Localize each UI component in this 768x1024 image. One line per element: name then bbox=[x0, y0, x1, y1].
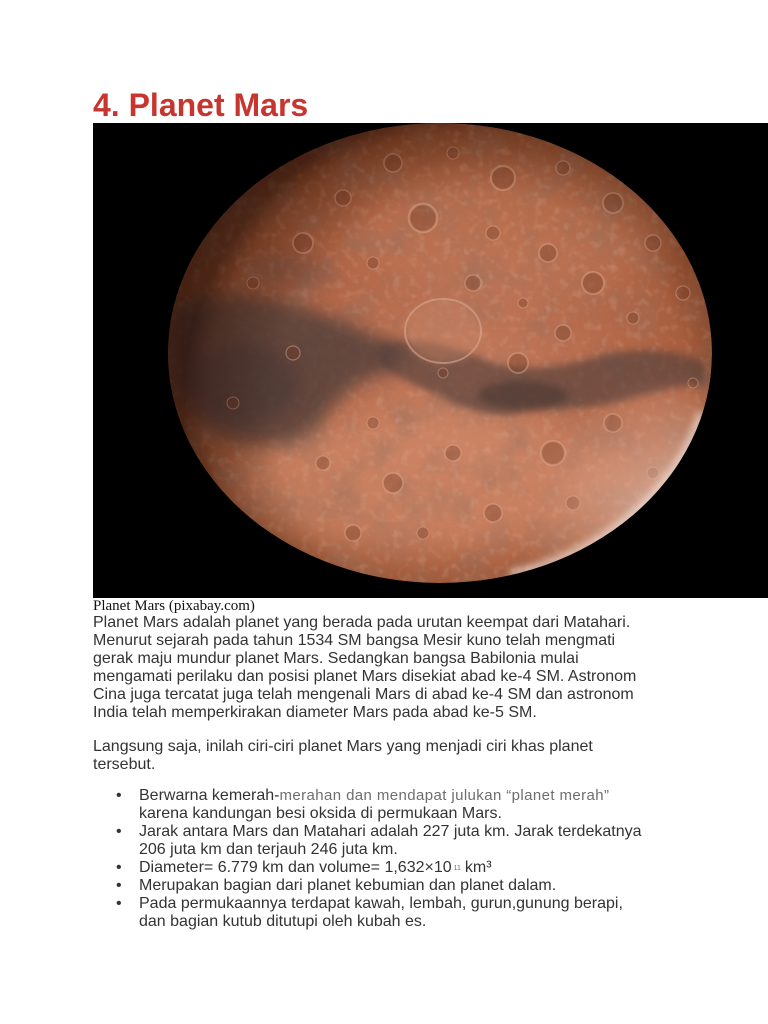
paragraph-line: Menurut sejarah pada tahun 1534 SM bangsa Mesir kuno telah mengmati bbox=[93, 632, 616, 649]
mars-photo bbox=[93, 123, 768, 598]
list-item bbox=[93, 823, 642, 859]
paragraph-line: Cina juga tercatat juga telah mengenali Mars di abad ke-4 SM dan astronom bbox=[93, 686, 634, 703]
bullet-marker: • bbox=[116, 823, 122, 840]
list-item-muted-text: merahan dan mendapat julukan “planet merah” bbox=[279, 787, 610, 804]
lead-in-paragraph bbox=[93, 738, 593, 774]
bullet-marker: • bbox=[116, 877, 122, 894]
bullet-marker: • bbox=[116, 895, 122, 912]
paragraph-line: mengamati perilaku dan posisi planet Mars disekiat abad ke-4 SM. Astronom bbox=[93, 668, 637, 685]
superscript-exponent: 11 bbox=[453, 865, 461, 872]
list-item bbox=[93, 787, 642, 823]
bullet-marker: • bbox=[116, 787, 122, 804]
list-item-line: karena kandungan besi oksida di permukaan Mars. bbox=[139, 805, 502, 822]
mars-illustration bbox=[93, 123, 768, 598]
list-item-text: Diameter= 6.779 km dan volume= 1,632×10 bbox=[139, 859, 452, 876]
list-item-line: Pada permukaannya terdapat kawah, lembah, gurun,gunung berapi, bbox=[139, 895, 623, 912]
list-item-line bbox=[139, 859, 642, 877]
photo-caption: Planet Mars (pixabay.com) bbox=[93, 598, 255, 614]
bullet-marker: • bbox=[116, 859, 122, 876]
page-title: 4. Planet Mars bbox=[93, 87, 309, 123]
list-item-line bbox=[139, 787, 642, 805]
list-item bbox=[93, 877, 642, 895]
list-item-line: dan bagian kutub ditutupi oleh kubah es. bbox=[139, 913, 427, 930]
list-item bbox=[93, 895, 642, 931]
list-item-text: Berwarna kemerah- bbox=[139, 787, 280, 804]
list-item-line: 206 juta km dan terjauh 246 juta km. bbox=[139, 841, 398, 858]
volume-unit: km³ bbox=[464, 859, 492, 876]
paragraph-line: Planet Mars adalah planet yang berada pada urutan keempat dari Matahari. bbox=[93, 614, 631, 631]
list-item-line: Jarak antara Mars dan Matahari adalah 227 juta km. Jarak terdekatnya bbox=[139, 823, 642, 840]
paragraph-line: Langsung saja, inilah ciri-ciri planet Mars yang menjadi ciri khas planet bbox=[93, 738, 593, 755]
intro-paragraph bbox=[93, 614, 636, 722]
paragraph-line: India telah memperkirakan diameter Mars pada abad ke-5 SM. bbox=[93, 704, 537, 721]
paragraph-line: gerak maju mundur planet Mars. Sedangkan bangsa Babilonia mulai bbox=[93, 650, 579, 667]
characteristics-list bbox=[93, 787, 642, 931]
list-item bbox=[93, 859, 642, 877]
list-item-line: Merupakan bagian dari planet kebumian dan planet dalam. bbox=[139, 877, 557, 894]
paragraph-line: tersebut. bbox=[93, 756, 156, 773]
